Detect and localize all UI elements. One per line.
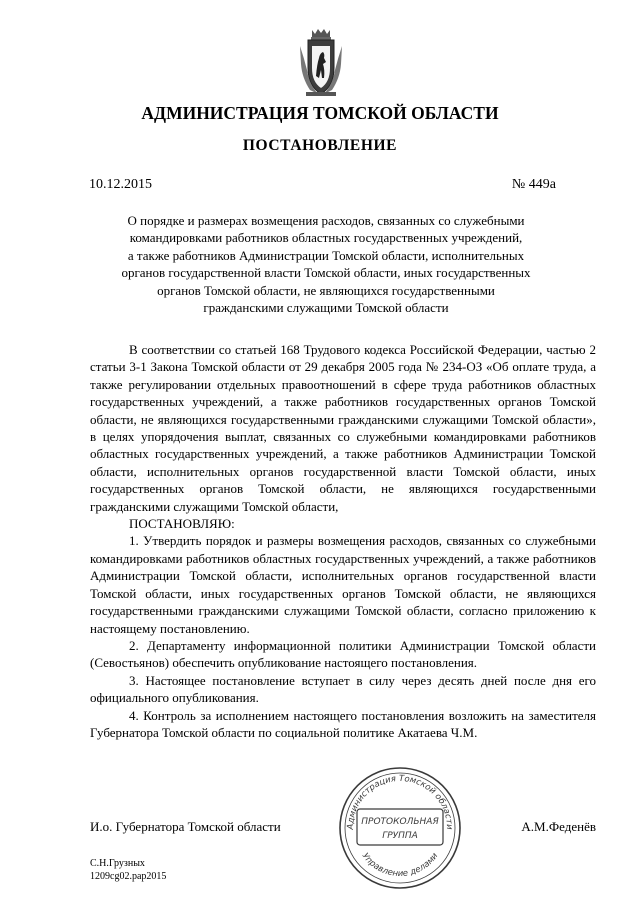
- subject-line: О порядке и размерах возмещения расходов, связанных со служебными: [127, 213, 525, 228]
- subject-line: командировками работников областных государственных учреждений,: [129, 230, 523, 246]
- stamp-inner-line1: ПРОТОКОЛЬНАЯ: [361, 817, 439, 827]
- signer-position: И.о. Губернатора Томской области: [90, 819, 281, 834]
- subject-line: органов государственной власти Томской области, иных государственных: [121, 265, 531, 281]
- signer-name: А.М.Феденёв: [521, 819, 596, 834]
- clause-item: 1. Утвердить порядок и размеры возмещения расходов, связанных со служебными командировками работников областных государственных учреждений, а также работников Администрации Томской области, исполнительных органов государственной власти Томской области, иных государственных органов Томской области, не являющихся государственными гражданскими служащими Томской области, согласно приложению к настоящему постановлению.: [90, 533, 596, 636]
- coat-of-arms-icon: [298, 28, 344, 98]
- subject-line: а также работников Администрации Томской области, исполнительных: [127, 247, 525, 263]
- document-subject: [106, 212, 546, 316]
- subject-line: органов Томской области, не являющихся государственными: [157, 282, 495, 298]
- stamp-outer-top-text: Администрация Томской области: [345, 773, 455, 830]
- organization-title: АДМИНИСТРАЦИЯ ТОМСКОЙ ОБЛАСТИ: [141, 103, 499, 123]
- stamp-outer-bottom-text: Управление делами: [359, 851, 441, 880]
- resolve-word: ПОСТАНОВЛЯЮ:: [129, 516, 235, 532]
- official-stamp: [335, 763, 465, 893]
- document-body: [90, 341, 596, 741]
- clause-item: 4. Контроль за исполнением настоящего постановления возложить на заместителя Губернатора Томской области по социальной политике Акатаева Ч.М.: [90, 707, 596, 740]
- executor-block: [90, 858, 166, 883]
- document-number: № 449а: [511, 177, 556, 192]
- executor-file: 1209cg02.pap2015: [90, 870, 167, 882]
- document-type: ПОСТАНОВЛЕНИЕ: [242, 137, 398, 154]
- document-date: 10.12.2015: [89, 177, 152, 192]
- stamp-inner-line2: ГРУППА: [382, 831, 418, 841]
- clause-item: 3. Настоящее постановление вступает в силу через десять дней после дня его официального опубликования.: [90, 672, 596, 706]
- clause-item: 2. Департаменту информационной политики Администрации Томской области (Севостьянов) обеспечить опубликование настоящего постановления.: [90, 637, 596, 671]
- preamble-paragraph: В соответствии со статьей 168 Трудового кодекса Российской Федерации, частью 2 статьи 3-1 Закона Томской области от 29 декабря 2005 года № 234-ОЗ «Об оплате труда, а также регулировании отдельных правоотношений в сфере труда работников областных государственных учреждений, а также работников государственных органов Томской области, не являющихся государственными гражданскими служащими Томской области», в целях упорядочения выплат, связанных со служебными командировками работников областных государственных учреждений, а также работников Администрации Томской области, исполнительных органов государственной власти Томской области, иных государственных органов Томской области, не являющихся государственными гражданскими служащими Томской области,: [90, 342, 596, 514]
- subject-line: гражданскими служащими Томской области: [203, 300, 449, 316]
- executor-name: С.Н.Грузных: [90, 858, 145, 869]
